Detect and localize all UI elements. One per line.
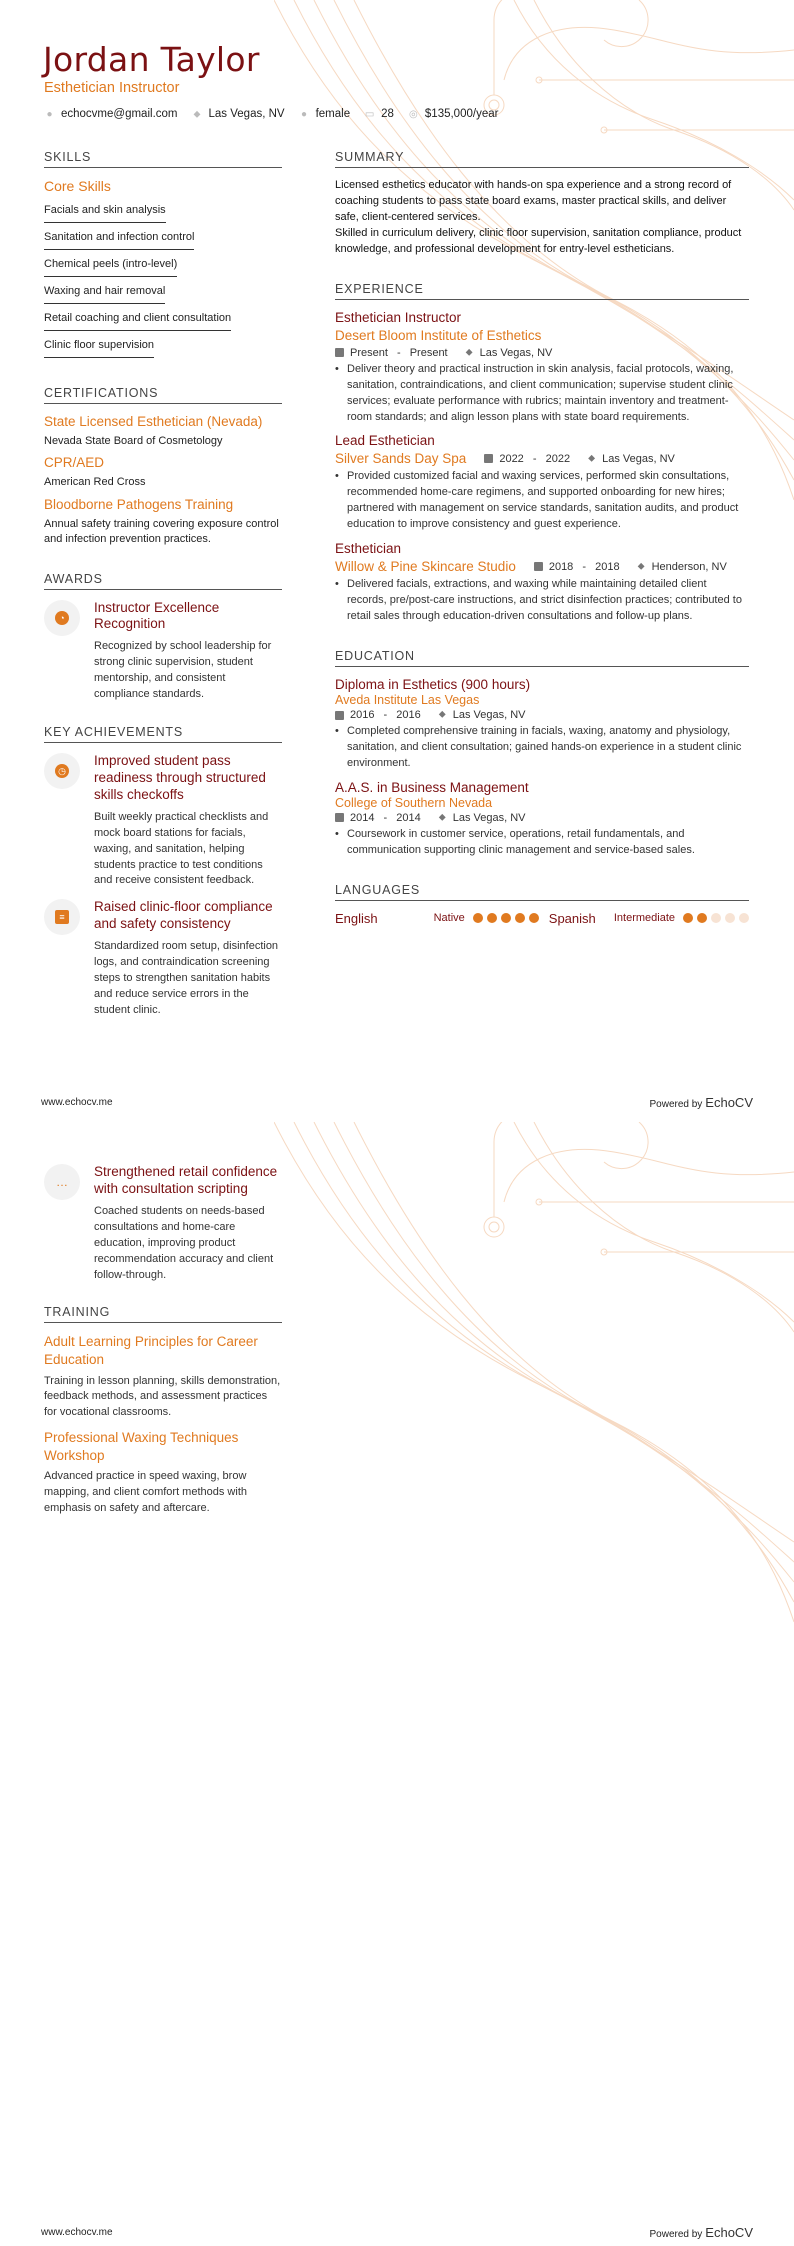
- language-level: Intermediate: [613, 912, 675, 925]
- location-pin-icon: ⬥: [637, 560, 645, 572]
- date-end: 2022: [545, 452, 571, 465]
- brand-logo: EchoCV: [705, 1095, 753, 1110]
- languages-row: [335, 911, 749, 926]
- rating-dot-filled: [697, 913, 707, 923]
- footer-website-link[interactable]: www.echocv.me: [41, 1097, 113, 1108]
- page-footer: [41, 1095, 753, 1110]
- rating-dot-filled: [487, 913, 497, 923]
- job-location: Henderson, NV: [651, 560, 727, 573]
- contact-bar: [44, 108, 498, 120]
- cert-title: State Licensed Esthetician (Nevada): [44, 414, 263, 429]
- right-column: [335, 150, 749, 926]
- location-pin-icon: ⬥: [438, 709, 446, 720]
- skill-item: Chemical peels (intro-level): [44, 256, 177, 277]
- rating-dot-filled: [473, 913, 483, 923]
- award-item: [44, 600, 282, 704]
- achievements-section-title: KEY ACHIEVEMENTS: [44, 725, 282, 743]
- rating-dot-filled: [683, 913, 693, 923]
- job-bullet: • Deliver theory and practical instruction in skin analysis, facial protocols, waxing, sanitation, contraindications, and client communication; supervise student clinic services; evaluate performance with rubrics; maintain inventory and treatment-room standards; and align lesson plans with state board requirements.: [335, 362, 749, 426]
- rating-dot-empty: [711, 913, 721, 923]
- school-location: Las Vegas, NV: [452, 811, 526, 824]
- achievement-description: Coached students on needs-based consultations and home-care education, improving product recommendation accuracy and client follow-through.: [94, 1204, 274, 1281]
- company-name: Silver Sands Day Spa: [335, 451, 467, 467]
- summary-text: [335, 178, 749, 258]
- skill-item: Facials and skin analysis: [44, 202, 166, 223]
- job-location: Las Vegas, NV: [479, 346, 553, 359]
- job-bullet: • Delivered facials, extractions, and waxing while maintaining detailed client records, pre/post-care instructions, and strict disinfection practices; contributed to retail sales through education-driven consultations and follow-up plans.: [335, 577, 749, 625]
- achievement-description: Standardized room setup, disinfection logs, and contraindication screening steps to strengthen sanitation habits and reduce service errors in the student clinic.: [94, 940, 279, 1016]
- calendar-icon: [534, 562, 543, 571]
- location-pin-icon: ⬥: [193, 108, 201, 120]
- company-name: Desert Bloom Institute of Esthetics: [335, 327, 542, 343]
- skill-item: Sanitation and infection control: [44, 229, 194, 250]
- email-text: echocvme@gmail.com: [61, 108, 178, 120]
- contact-email[interactable]: [44, 108, 178, 120]
- left-column: [44, 150, 282, 1029]
- contact-age: [364, 108, 394, 120]
- job-title: Esthetician Instructor: [335, 309, 462, 325]
- page-footer: [41, 2225, 753, 2240]
- contact-salary: [408, 108, 499, 120]
- contact-location: [192, 108, 285, 120]
- powered-by-text: Powered by: [649, 2229, 703, 2240]
- cert-issuer: Annual safety training covering exposure control and infection prevention practices.: [44, 517, 279, 546]
- decorative-lines-graphic: [274, 1122, 794, 1682]
- age-text: 28: [381, 108, 394, 120]
- cert-issuer: American Red Cross: [44, 476, 146, 489]
- award-title: Instructor Excellence Recognition: [94, 599, 220, 632]
- achievement-item: [44, 753, 282, 889]
- skills-group-title: Core Skills: [44, 178, 111, 194]
- achievement-title: Improved student pass readiness through structured skills checkoffs: [94, 753, 266, 802]
- candidate-title: Esthetician Instructor: [44, 80, 180, 96]
- training-title: Adult Learning Principles for Career Education: [44, 1334, 258, 1367]
- achievement-item: [44, 1164, 282, 1283]
- contact-gender: [299, 108, 351, 120]
- education-item: A.A.S. in Business Management College of Southern Nevada 2014 - 2014 ⬥ Las Vegas, NV • Coursework in customer service, operations, retail fundamentals, and communication supporting clinic management and service-based sales.: [335, 780, 749, 859]
- brand-logo: EchoCV: [705, 2225, 753, 2240]
- location-text: Las Vegas, NV: [208, 108, 285, 120]
- document-icon: ≡: [44, 899, 80, 935]
- cert-title: CPR/AED: [44, 455, 105, 471]
- award-description: Recognized by school leadership for strong clinic supervision, student mentorship, and consistent compliance standards.: [94, 640, 272, 701]
- summary-paragraph: Skilled in curriculum delivery, clinic floor supervision, sanitation compliance, product knowledge, and professional development for entry-level estheticians.: [335, 226, 742, 255]
- certifications-section-title: CERTIFICATIONS: [44, 386, 282, 404]
- location-pin-icon: ⬥: [438, 811, 446, 823]
- achievement-title: Strengthened retail confidence with consultation scripting: [94, 1164, 278, 1196]
- training-description: Training in lesson planning, skills demonstration, feedback methods, and assessment practices for vocational classrooms.: [44, 1374, 281, 1419]
- ellipsis-icon: …: [44, 1164, 80, 1200]
- education-bullet: • Completed comprehensive training in facials, waxing, anatomy and physiology, sanitation, and client consultation; gained hands-on experience in a student clinic environment.: [335, 724, 749, 772]
- money-icon: ◎: [409, 108, 418, 120]
- rating-dot-empty: [739, 913, 749, 923]
- powered-by: [649, 1095, 753, 1110]
- training-title: Professional Waxing Techniques Workshop: [44, 1430, 239, 1463]
- job-title: Lead Esthetician: [335, 433, 435, 449]
- training-description: Advanced practice in speed waxing, brow mapping, and client comfort methods with emphasis on safety and aftercare.: [44, 1470, 247, 1515]
- date-end: 2016: [396, 709, 421, 721]
- experience-section-title: EXPERIENCE: [335, 282, 749, 300]
- powered-by-text: Powered by: [649, 1099, 703, 1110]
- date-start: 2022: [499, 452, 524, 465]
- date-start: Present: [350, 346, 388, 359]
- calendar-icon: ▭: [364, 108, 375, 120]
- school-name: Aveda Institute Las Vegas: [335, 693, 480, 707]
- rating-dot-filled: [529, 913, 539, 923]
- candidate-name: Jordan Taylor: [43, 40, 260, 79]
- salary-text: $135,000/year: [424, 108, 499, 120]
- footer-website-link[interactable]: www.echocv.me: [41, 2227, 113, 2238]
- education-bullet: • Coursework in customer service, operations, retail fundamentals, and communication supporting clinic management and service-based sales.: [335, 827, 749, 859]
- date-end: Present: [409, 346, 448, 359]
- summary-section-title: SUMMARY: [335, 150, 749, 168]
- skills-section-title: SKILLS: [44, 150, 282, 168]
- experience-item: Esthetician Willow & Pine Skincare Studio 2018 - 2018 ⬥ Henderson, NV • Delivered facials, extractions, and waxing while maintaining detailed client records, pre/post-care instructions, and strict disinfection practices; contributed to retail sales through education-driven consultations and follow-up plans.: [335, 541, 749, 625]
- date-end: 2014: [396, 811, 421, 824]
- left-column-continued: [44, 1164, 282, 1525]
- calendar-icon: [335, 711, 344, 720]
- rating-dot-filled: [501, 913, 511, 923]
- company-name: Willow & Pine Skincare Studio: [335, 559, 516, 575]
- skill-item: Retail coaching and client consultation: [44, 310, 231, 331]
- education-item: Diploma in Esthetics (900 hours) Aveda Institute Las Vegas 2016 - 2016 ⬥ Las Vegas, NV • Completed comprehensive training in facials, waxing, anatomy and physiology, sanitation, and client consultation; gained hands-on experience in a student clinic environment.: [335, 677, 749, 772]
- person-icon: ●: [301, 108, 308, 120]
- rating-dot-filled: [515, 913, 525, 923]
- language-rating: [683, 913, 749, 923]
- powered-by: [649, 2225, 753, 2240]
- gender-text: female: [315, 108, 351, 120]
- location-pin-icon: ⬥: [588, 452, 596, 464]
- date-start: 2016: [350, 709, 375, 721]
- rating-dot-empty: [725, 913, 735, 923]
- education-section-title: EDUCATION: [335, 649, 749, 667]
- job-location: Las Vegas, NV: [602, 452, 675, 465]
- school-name: College of Southern Nevada: [335, 795, 493, 810]
- skill-item: Clinic floor supervision: [44, 337, 154, 358]
- resume-page-1: [0, 0, 794, 1122]
- calendar-icon: [484, 454, 493, 463]
- email-icon: ●: [46, 108, 53, 120]
- resume-page-2: [0, 1122, 794, 2246]
- languages-section-title: LANGUAGES: [335, 883, 749, 901]
- cert-title: Bloodborne Pathogens Training: [44, 496, 234, 512]
- date-end: 2018: [595, 560, 620, 573]
- degree-title: A.A.S. in Business Management: [335, 779, 529, 795]
- experience-item: Lead Esthetician Silver Sands Day Spa 2022 - 2022 ⬥ Las Vegas, NV • Provided customized facial and waxing services, performed skin consultations, recommended home-care regimens, and supported onboarding for new hires; partnered with management on service standards, sanitation audits, and product education to improve consistency and guest experience.: [335, 433, 749, 533]
- language-name: English: [335, 910, 378, 926]
- job-title: Esthetician: [335, 541, 402, 557]
- calendar-icon: [335, 813, 344, 822]
- date-start: 2014: [350, 811, 375, 824]
- cert-issuer: Nevada State Board of Cosmetology: [44, 435, 223, 447]
- language-level: Native: [433, 912, 465, 925]
- experience-item: Esthetician Instructor Desert Bloom Institute of Esthetics Present - Present ⬥ Las Vegas, NV • Deliver theory and practical instruction in skin analysis, facial protocols, waxing, sanitation, contraindications, and client communication; supervise student clinic services; evaluate performance with rubrics; maintain inventory and treatment-room standards; and align lesson plans with state board requirements.: [335, 310, 749, 426]
- location-pin-icon: ⬥: [465, 346, 473, 358]
- pie-chart-icon: ◔: [44, 600, 80, 636]
- job-bullet: • Provided customized facial and waxing services, performed skin consultations, recommended home-care regimens, and supported onboarding for new hires; partnered with management on service standards, sanitation audits, and product education to improve consistency and guest experience.: [335, 469, 749, 533]
- clock-icon: ◷: [44, 753, 80, 789]
- achievement-title: Raised clinic-floor compliance and safety consistency: [94, 899, 273, 932]
- skill-item: Waxing and hair removal: [44, 283, 165, 304]
- language-rating: [473, 913, 539, 923]
- school-location: Las Vegas, NV: [452, 709, 526, 721]
- summary-paragraph: Licensed esthetics educator with hands-on spa experience and a strong record of coaching students to pass state board exams, master practical skills, and deliver safe, client-centered services.: [335, 179, 732, 223]
- training-section-title: TRAINING: [44, 1305, 282, 1323]
- language-name: Spanish: [548, 910, 596, 926]
- calendar-icon: [335, 348, 344, 357]
- degree-title: Diploma in Esthetics (900 hours): [335, 677, 531, 692]
- achievement-item: [44, 899, 282, 1018]
- achievement-description: Built weekly practical checklists and mock board stations for facials, waxing, and sanitation, helping students practice to test conditions and receive consistent feedback.: [94, 810, 269, 887]
- awards-section-title: AWARDS: [44, 572, 282, 590]
- date-start: 2018: [548, 560, 574, 573]
